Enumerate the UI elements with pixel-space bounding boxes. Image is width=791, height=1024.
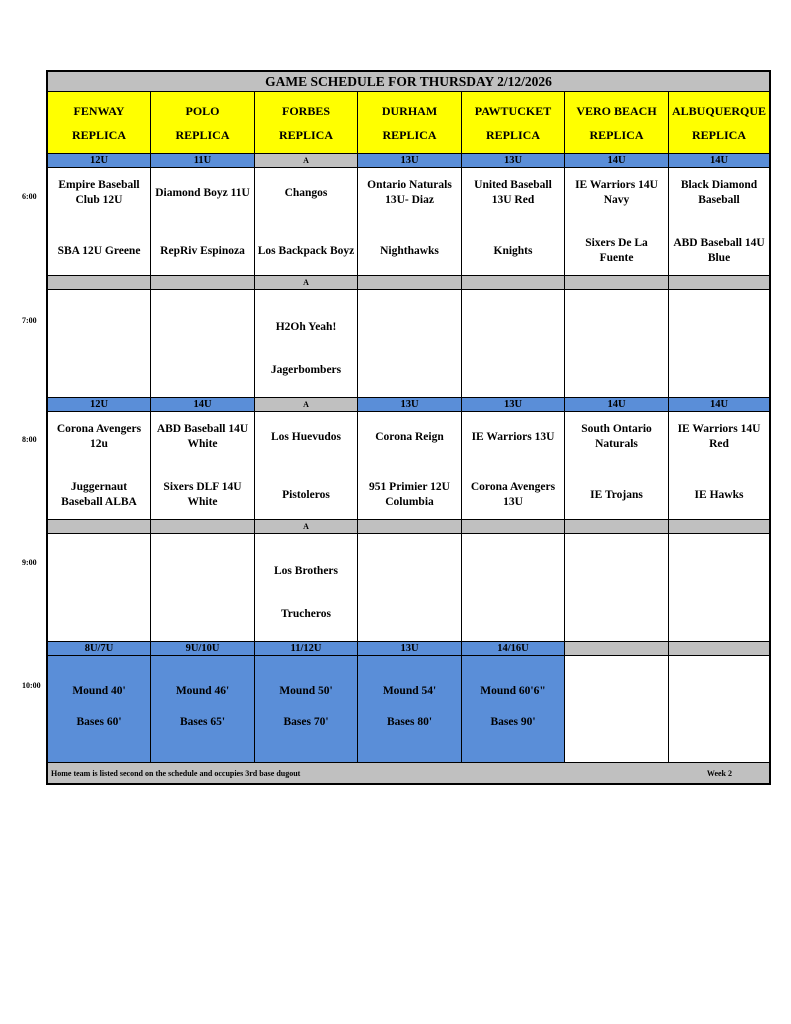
home-team: Nighthawks <box>380 244 439 257</box>
field-name: ALBUQUERQUE <box>671 103 766 118</box>
mound-distance: Mound 46' <box>175 684 230 697</box>
gap-cell <box>151 520 255 534</box>
mound-distance: Mound 54' <box>382 684 437 697</box>
field-sub: REPLICA <box>485 127 540 142</box>
gap-cell <box>565 276 669 290</box>
age-cell <box>669 642 769 656</box>
footer-week: Week 2 <box>706 768 732 778</box>
gap-cell <box>151 276 255 290</box>
age-cell: 13U <box>462 154 565 168</box>
away-team: Ontario Naturals 13U- Diaz <box>367 179 452 206</box>
games-row-7 <box>48 290 769 398</box>
game-cell <box>565 412 669 520</box>
gap-cell: A <box>255 276 358 290</box>
base-distance: Bases 65' <box>179 715 226 728</box>
time-label-7: 7:00 <box>22 316 37 325</box>
game-cell <box>48 290 151 398</box>
gap-cell <box>48 276 151 290</box>
game-cell <box>565 656 669 763</box>
gap-row-7 <box>48 276 769 290</box>
age-cell: 14U <box>151 398 255 412</box>
age-cell: 14U <box>565 398 669 412</box>
game-cell <box>669 534 769 642</box>
schedule-footer <box>48 763 769 783</box>
game-cell <box>669 290 769 398</box>
game-cell <box>48 534 151 642</box>
field-name: FORBES <box>281 103 330 118</box>
game-cell <box>358 656 462 763</box>
gap-cell <box>669 276 769 290</box>
age-cell: 13U <box>358 642 462 656</box>
field-sub: REPLICA <box>382 127 437 142</box>
game-cell <box>669 168 769 276</box>
mound-distance: Mound 40' <box>72 684 126 697</box>
age-cell: 13U <box>358 154 462 168</box>
time-label-9: 9:00 <box>22 558 37 567</box>
home-team: Sixers DLF 14U White <box>163 481 242 508</box>
game-cell <box>462 412 565 520</box>
game-cell <box>255 656 358 763</box>
away-team: South Ontario Naturals <box>581 423 652 450</box>
game-cell <box>255 412 358 520</box>
game-cell <box>358 290 462 398</box>
age-cell: 12U <box>48 154 151 168</box>
field-header-row <box>48 92 769 154</box>
age-cell: 14U <box>565 154 669 168</box>
field-name: POLO <box>185 103 220 118</box>
gap-cell <box>565 520 669 534</box>
age-cell: 13U <box>358 398 462 412</box>
game-cell <box>255 290 358 398</box>
gap-cell <box>358 276 462 290</box>
age-cell: 13U <box>462 398 565 412</box>
field-header-2 <box>255 92 358 154</box>
game-schedule-table <box>46 70 771 785</box>
game-cell <box>462 534 565 642</box>
away-team: Empire Baseball Club 12U <box>58 179 140 206</box>
age-cell: A <box>255 398 358 412</box>
game-cell <box>48 656 151 763</box>
home-team: Trucheros <box>280 607 332 620</box>
away-team: IE Warriors 14U Navy <box>575 179 658 206</box>
away-team: Changos <box>284 186 328 199</box>
game-cell <box>255 534 358 642</box>
game-cell <box>151 656 255 763</box>
game-cell <box>151 534 255 642</box>
games-row-8 <box>48 412 769 520</box>
game-cell <box>358 412 462 520</box>
home-team: IE Trojans <box>590 488 643 501</box>
time-label-8: 8:00 <box>22 435 37 444</box>
age-row-10 <box>48 642 769 656</box>
gap-cell <box>462 520 565 534</box>
away-team: H2Oh Yeah! <box>275 320 337 333</box>
game-cell <box>565 534 669 642</box>
base-distance: Bases 80' <box>386 715 433 728</box>
game-cell <box>151 168 255 276</box>
away-team: Corona Avengers 12u <box>56 423 142 450</box>
age-cell: 12U <box>48 398 151 412</box>
game-cell <box>669 656 769 763</box>
time-label-10: 10:00 <box>22 681 41 690</box>
away-team: Los Huevudos <box>271 430 341 443</box>
home-team: RepRiv Espinoza <box>160 244 245 257</box>
game-cell <box>48 168 151 276</box>
home-team: SBA 12U Greene <box>57 244 141 257</box>
away-team: IE Warriors 13U <box>471 430 555 443</box>
games-row-6 <box>48 168 769 276</box>
away-team: IE Warriors 14U Red <box>677 423 761 450</box>
home-team: Pistoleros <box>282 488 330 501</box>
field-header-5 <box>565 92 669 154</box>
age-cell: 8U/7U <box>48 642 151 656</box>
age-cell <box>565 642 669 656</box>
away-team: ABD Baseball 14U White <box>156 423 249 450</box>
age-row-6 <box>48 154 769 168</box>
game-cell <box>151 412 255 520</box>
home-team: IE Hawks <box>694 488 744 501</box>
home-team: Corona Avengers 13U <box>470 481 556 508</box>
age-cell: 9U/10U <box>151 642 255 656</box>
age-cell: 14U <box>669 154 769 168</box>
age-cell: A <box>255 154 358 168</box>
age-cell: 11U <box>151 154 255 168</box>
age-cell: 11/12U <box>255 642 358 656</box>
gap-cell: A <box>255 520 358 534</box>
base-distance: Bases 90' <box>490 715 536 728</box>
gap-cell <box>669 520 769 534</box>
game-cell <box>669 412 769 520</box>
home-team: Juggernaut Baseball ALBA <box>61 481 137 508</box>
field-header-0 <box>48 92 151 154</box>
away-team: Diamond Boyz 11U <box>155 186 250 199</box>
field-header-1 <box>151 92 255 154</box>
game-cell <box>462 290 565 398</box>
home-team: Jagerbombers <box>270 363 342 376</box>
home-team: 951 Primier 12U Columbia <box>369 481 450 508</box>
game-cell <box>462 168 565 276</box>
gap-cell <box>48 520 151 534</box>
mound-distance: Mound 60'6" <box>480 684 546 697</box>
base-distance: Bases 70' <box>283 715 329 728</box>
game-cell <box>358 168 462 276</box>
games-row-9 <box>48 534 769 642</box>
away-team: United Baseball 13U Red <box>474 179 552 206</box>
games-row-10 <box>48 656 769 763</box>
away-team: Los Brothers <box>274 564 338 577</box>
field-sub: REPLICA <box>278 127 333 142</box>
game-cell <box>255 168 358 276</box>
time-label-6: 6:00 <box>22 192 37 201</box>
field-name: DURHAM <box>381 103 438 118</box>
game-cell <box>462 656 565 763</box>
field-header-4 <box>462 92 565 154</box>
age-row-8 <box>48 398 769 412</box>
field-header-3 <box>358 92 462 154</box>
mound-distance: Mound 50' <box>279 684 333 697</box>
home-team: Knights <box>493 244 533 257</box>
field-sub: REPLICA <box>589 127 644 142</box>
field-name: VERO BEACH <box>576 103 657 118</box>
home-team: Los Backpack Boyz <box>257 244 355 257</box>
field-name: FENWAY <box>73 103 125 118</box>
footer-note: Home team is listed second on the schedule and occupies 3rd base dugout <box>51 768 301 778</box>
away-team: Corona Reign <box>375 430 444 443</box>
field-sub: REPLICA <box>175 127 230 142</box>
gap-cell <box>462 276 565 290</box>
schedule-title: GAME SCHEDULE FOR THURSDAY 2/12/2026 <box>48 72 769 92</box>
away-team: Black Diamond Baseball <box>680 179 758 206</box>
field-name: PAWTUCKET <box>474 103 552 118</box>
gap-row-9 <box>48 520 769 534</box>
game-cell <box>565 290 669 398</box>
game-cell <box>151 290 255 398</box>
home-team: Sixers De La Fuente <box>585 237 648 264</box>
gap-cell <box>358 520 462 534</box>
field-header-6 <box>669 92 769 154</box>
game-cell <box>358 534 462 642</box>
home-team: ABD Baseball 14U Blue <box>673 237 765 264</box>
field-sub: REPLICA <box>71 127 126 142</box>
field-sub: REPLICA <box>691 127 746 142</box>
game-cell <box>565 168 669 276</box>
age-cell: 14/16U <box>462 642 565 656</box>
base-distance: Bases 60' <box>76 715 122 728</box>
age-cell: 14U <box>669 398 769 412</box>
game-cell <box>48 412 151 520</box>
